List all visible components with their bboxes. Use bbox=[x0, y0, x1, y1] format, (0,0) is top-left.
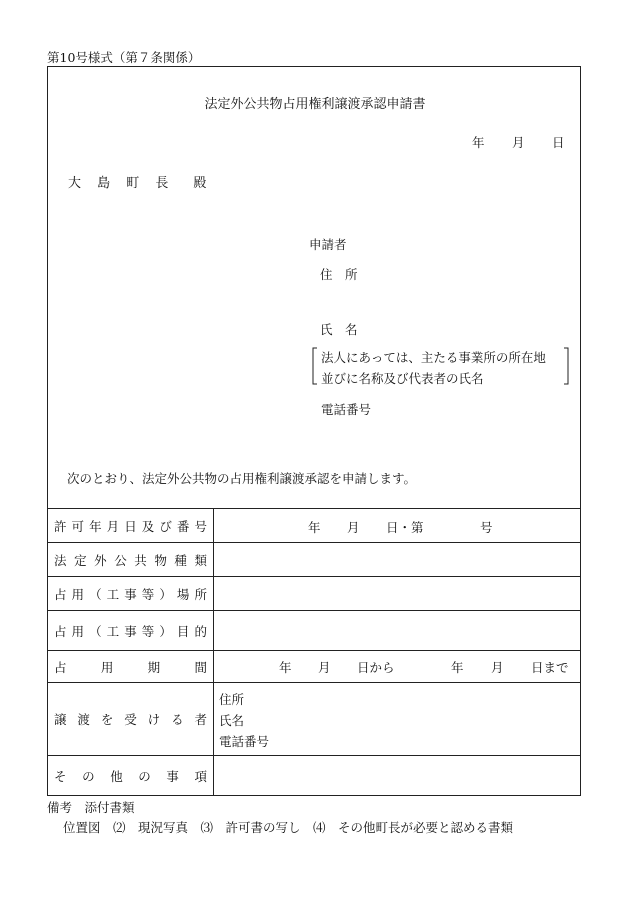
transferee-label: 譲渡を受ける者 bbox=[54, 712, 207, 727]
form-number: 第10号様式（第７条関係） bbox=[47, 50, 201, 65]
transferee-address-label: 住所 bbox=[219, 692, 245, 707]
date-day: 日 bbox=[552, 135, 565, 150]
period-from-month: 月 bbox=[318, 660, 331, 675]
period-to-day: 日まで bbox=[531, 660, 569, 675]
table-column-divider bbox=[213, 508, 214, 796]
period-from-day: 日から bbox=[357, 660, 395, 675]
applicant-address-label: 住 所 bbox=[320, 267, 358, 282]
period-to-month: 月 bbox=[491, 660, 504, 675]
date-month: 月 bbox=[512, 135, 525, 150]
period-to-year: 年 bbox=[451, 660, 464, 675]
application-form-frame bbox=[47, 66, 581, 796]
form-title: 法定外公共物占用権利譲渡承認申請書 bbox=[204, 97, 426, 112]
public-property-type-label: 法定外公共物種類 bbox=[54, 552, 207, 568]
permit-year: 年 bbox=[308, 520, 321, 535]
permit-month: 月 bbox=[347, 520, 360, 535]
corporate-note-line2: 並びに名称及び代表者の氏名 bbox=[321, 371, 484, 386]
corporate-note-left-bracket bbox=[312, 347, 318, 385]
occupancy-location-label: 占用（工事等）場所 bbox=[54, 586, 207, 602]
addressee: 大 島 町 長 殿 bbox=[68, 176, 213, 191]
corporate-note-line1: 法人にあっては、主たる事業所の所在地 bbox=[321, 350, 546, 365]
date-year: 年 bbox=[472, 135, 485, 150]
permit-number-suffix: 号 bbox=[480, 520, 493, 535]
period-from-year: 年 bbox=[279, 660, 292, 675]
transferee-name-label: 氏名 bbox=[219, 713, 245, 728]
permit-day-number: 日・第 bbox=[386, 520, 424, 535]
applicant-phone-label: 電話番号 bbox=[321, 402, 372, 417]
other-matters-label: その他の事項 bbox=[54, 769, 207, 784]
corporate-note-right-bracket bbox=[563, 347, 569, 385]
occupancy-period-label: 占用期間 bbox=[54, 659, 207, 675]
permit-date-number-label: 許可年月日及び番号 bbox=[54, 518, 207, 534]
applicant-name-label: 氏 名 bbox=[320, 322, 358, 337]
transferee-phone-label: 電話番号 bbox=[219, 734, 270, 749]
application-statement: 次のとおり、法定外公共物の占用権利譲渡承認を申請します。 bbox=[67, 471, 417, 486]
remarks-attachments: 位置図 ⑵ 現況写真 ⑶ 許可書の写し ⑷ その他町長が必要と認める書類 bbox=[63, 820, 514, 835]
applicant-heading: 申請者 bbox=[309, 237, 347, 252]
occupancy-purpose-label: 占用（工事等）目的 bbox=[54, 623, 207, 639]
remarks-heading: 備考 添付書類 bbox=[47, 800, 135, 815]
